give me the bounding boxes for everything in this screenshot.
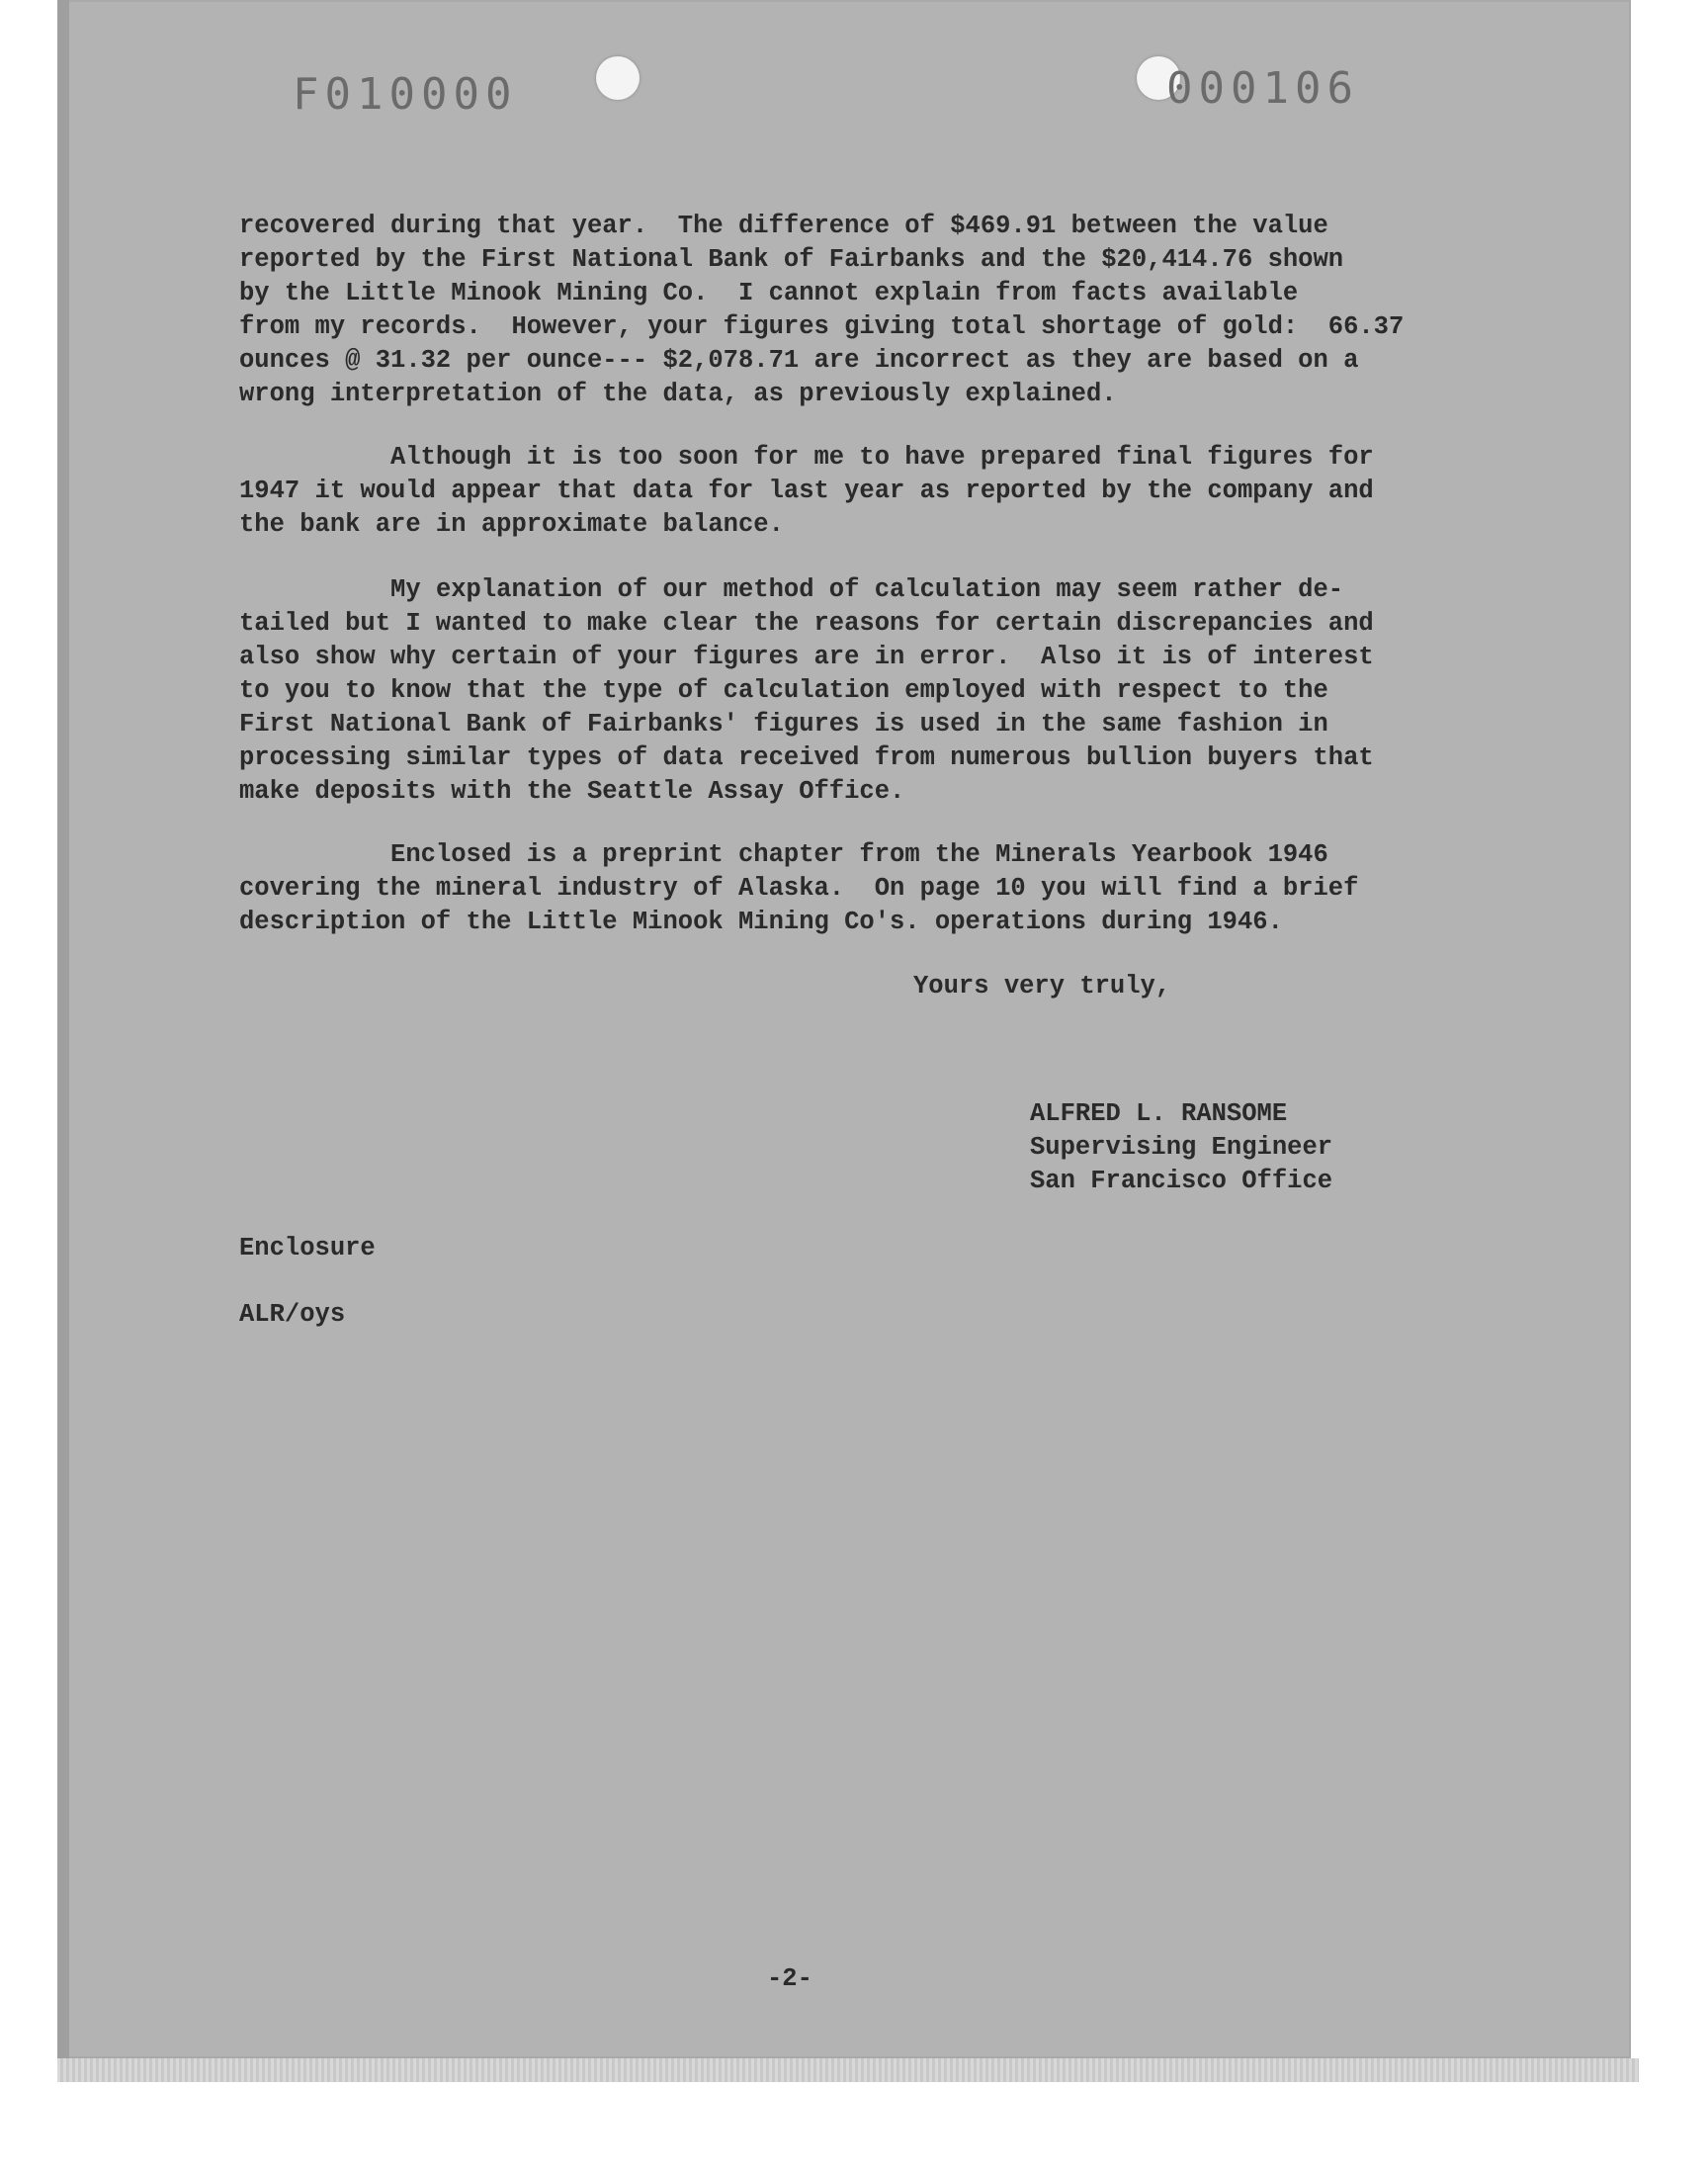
document-number-stamp-right: 000106: [1166, 63, 1359, 114]
scan-bottom-strip: [57, 2058, 1639, 2082]
letter-closing: Yours very truly,: [913, 972, 1171, 1000]
letter-paragraph-1: recovered during that year. The difference of $469.91 between the value reported by the First National Bank of Fairbanks and the $20,414.76 shown by the Little Minook Mining Co. I cannot explain from facts available from my records. However, your figures giving total shortage of gold: 66.37 ounces @ 31.32 per ounce--- $2,078.71 are incorrect as they are based on a wrong interpretation of the data, as previously explained.: [239, 212, 1405, 408]
page-edge-shadow: [57, 0, 69, 2058]
signature-name: ALFRED L. RANSOME: [1030, 1099, 1288, 1128]
signature-office: San Francisco Office: [1030, 1167, 1333, 1195]
letter-paragraph-2: Although it is too soon for me to have prepared final figures for 1947 it would appear that data for last year as reported by the company and the bank are in approximate balance.: [239, 443, 1374, 539]
enclosure-note: Enclosure: [239, 1234, 376, 1262]
signature-block: [1030, 1097, 1332, 1198]
signature-title: Supervising Engineer: [1030, 1133, 1333, 1162]
letter-paragraph-3: My explanation of our method of calculation may seem rather de- tailed but I wanted to make clear the reasons for certain discrepancies and also show why certain of your figures are in error. Also it is of interest to you to know that the type of calculation employed with respect to the First National Bank of Fairbanks' figures is used in the same fashion in processing similar types of data received from numerous bullion buyers that make deposits with the Seattle Assay Office.: [239, 575, 1374, 806]
letter-paragraph-4: Enclosed is a preprint chapter from the Minerals Yearbook 1946 covering the mineral industry of Alaska. On page 10 you will find a brief description of the Little Minook Mining Co's. operations during 1946.: [239, 840, 1359, 936]
document-number-stamp-left: F010000: [293, 69, 518, 120]
punch-hole-left: [596, 56, 640, 100]
page-number: -2-: [767, 1964, 812, 1993]
typist-initials: ALR/oys: [239, 1300, 346, 1329]
